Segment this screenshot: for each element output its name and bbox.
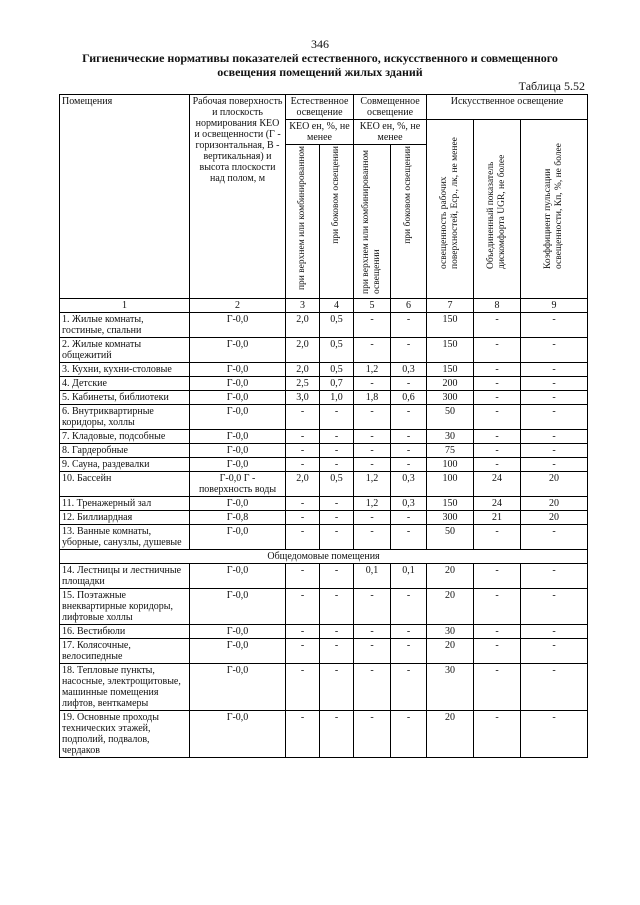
table-body: [60, 313, 588, 550]
value-cell: -: [521, 525, 588, 550]
value-cell: -: [391, 458, 427, 472]
table-row: [60, 625, 588, 639]
value-cell: -: [354, 405, 391, 430]
work-surface-cell: Г-0,0: [190, 525, 286, 550]
work-surface-cell: Г-0,0: [190, 313, 286, 338]
column-number-row: [60, 299, 588, 313]
value-cell: -: [286, 525, 320, 550]
value-cell: -: [354, 711, 391, 758]
value-cell: 20: [427, 639, 474, 664]
work-surface-cell: Г-0,0: [190, 377, 286, 391]
room-name-cell: 10. Бассейн: [60, 472, 190, 497]
header-combined: Совмещенное освещение: [354, 95, 427, 120]
room-name-cell: 17. Колясочные, велосипедные: [60, 639, 190, 664]
value-cell: -: [320, 405, 354, 430]
value-cell: -: [354, 589, 391, 625]
table-row: [60, 391, 588, 405]
norms-table: [59, 94, 588, 758]
value-cell: -: [521, 664, 588, 711]
section-header: [60, 550, 588, 564]
value-cell: 2,0: [286, 363, 320, 377]
table-row: [60, 711, 588, 758]
room-name-cell: 19. Основные проходы технических этажей, подполий, подвалов, чердаков: [60, 711, 190, 758]
value-cell: -: [474, 711, 521, 758]
table-row: [60, 338, 588, 363]
value-cell: 50: [427, 405, 474, 430]
value-cell: -: [521, 639, 588, 664]
col-number: 3: [286, 299, 320, 313]
value-cell: -: [391, 338, 427, 363]
value-cell: 20: [521, 472, 588, 497]
value-cell: -: [521, 338, 588, 363]
room-name-cell: 12. Биллиардная: [60, 511, 190, 525]
work-surface-cell: Г-0,0: [190, 564, 286, 589]
value-cell: 20: [521, 511, 588, 525]
value-cell: -: [320, 564, 354, 589]
header-illuminance-text: освещенность рабочих поверхностей, Еср., лк, не менее: [439, 137, 461, 269]
table-row: [60, 589, 588, 625]
value-cell: 0,5: [320, 313, 354, 338]
value-cell: -: [474, 664, 521, 711]
value-cell: -: [286, 497, 320, 511]
work-surface-cell: Г-0,0: [190, 497, 286, 511]
value-cell: -: [320, 430, 354, 444]
value-cell: -: [391, 664, 427, 711]
table-row: [60, 377, 588, 391]
header-artificial: Искусственное освещение: [427, 95, 588, 120]
value-cell: 0,6: [391, 391, 427, 405]
table-row: [60, 639, 588, 664]
work-surface-cell: Г-0,0: [190, 391, 286, 405]
header-side-lighting: [320, 145, 354, 299]
header-ugr-text: Объединенный показатель дискомфорта UGR, не более: [486, 154, 508, 269]
table-row: [60, 430, 588, 444]
value-cell: 20: [521, 497, 588, 511]
value-cell: -: [286, 625, 320, 639]
table-row: [60, 405, 588, 430]
header-top-lighting-text: при верхнем или комбинированном: [297, 146, 307, 291]
header-side-lighting-combined: [391, 145, 427, 299]
value-cell: -: [320, 589, 354, 625]
value-cell: -: [286, 444, 320, 458]
value-cell: -: [521, 313, 588, 338]
value-cell: 2,5: [286, 377, 320, 391]
value-cell: 100: [427, 472, 474, 497]
col-number: 7: [427, 299, 474, 313]
value-cell: -: [391, 525, 427, 550]
value-cell: 0,5: [320, 363, 354, 377]
value-cell: -: [391, 430, 427, 444]
room-name-cell: 16. Вестибюли: [60, 625, 190, 639]
table-row: [60, 363, 588, 377]
value-cell: 0,3: [391, 497, 427, 511]
value-cell: 30: [427, 430, 474, 444]
value-cell: -: [391, 511, 427, 525]
value-cell: -: [474, 405, 521, 430]
header-pulsation-text: Коэффициент пульсации освещенности, Кп, %, не более: [543, 143, 565, 269]
value-cell: 0,3: [391, 363, 427, 377]
value-cell: -: [391, 711, 427, 758]
value-cell: -: [286, 664, 320, 711]
value-cell: -: [474, 625, 521, 639]
value-cell: -: [286, 639, 320, 664]
value-cell: -: [521, 711, 588, 758]
value-cell: 30: [427, 664, 474, 711]
value-cell: 0,3: [391, 472, 427, 497]
room-name-cell: 6. Внутриквартирные коридоры, холлы: [60, 405, 190, 430]
value-cell: -: [286, 458, 320, 472]
header-room: Помещения: [60, 95, 190, 299]
work-surface-cell: Г-0,0: [190, 338, 286, 363]
value-cell: -: [391, 444, 427, 458]
header-illuminance: [427, 120, 474, 299]
header-side-lighting-combined-text: при боковом освещении: [403, 146, 414, 244]
value-cell: 24: [474, 472, 521, 497]
value-cell: -: [474, 525, 521, 550]
value-cell: 150: [427, 363, 474, 377]
header-top-lighting-combined-text: при верхнем или комбинированном освещении: [361, 149, 383, 294]
value-cell: -: [474, 639, 521, 664]
table-row: [60, 511, 588, 525]
value-cell: -: [391, 625, 427, 639]
room-name-cell: 5. Кабинеты, библиотеки: [60, 391, 190, 405]
value-cell: -: [391, 639, 427, 664]
value-cell: 0,1: [391, 564, 427, 589]
value-cell: -: [320, 525, 354, 550]
value-cell: -: [286, 589, 320, 625]
value-cell: -: [286, 564, 320, 589]
value-cell: 150: [427, 497, 474, 511]
room-name-cell: 8. Гардеробные: [60, 444, 190, 458]
value-cell: -: [354, 525, 391, 550]
value-cell: -: [286, 405, 320, 430]
value-cell: 20: [427, 564, 474, 589]
value-cell: -: [320, 458, 354, 472]
value-cell: -: [354, 313, 391, 338]
value-cell: -: [521, 444, 588, 458]
value-cell: 0,5: [320, 338, 354, 363]
room-name-cell: 9. Сауна, раздевалки: [60, 458, 190, 472]
header-top-lighting: [286, 145, 320, 299]
header-pulsation: [521, 120, 588, 299]
page-number: 346: [311, 37, 329, 51]
value-cell: 300: [427, 511, 474, 525]
room-name-cell: 13. Ванные комнаты, уборные, санузлы, душевые: [60, 525, 190, 550]
value-cell: -: [474, 377, 521, 391]
table-row: [60, 313, 588, 338]
col-number: 4: [320, 299, 354, 313]
value-cell: 30: [427, 625, 474, 639]
value-cell: 150: [427, 338, 474, 363]
value-cell: -: [320, 664, 354, 711]
value-cell: -: [391, 313, 427, 338]
value-cell: 24: [474, 497, 521, 511]
value-cell: -: [521, 391, 588, 405]
section-common-title: Общедомовые помещения: [60, 550, 588, 564]
value-cell: 150: [427, 313, 474, 338]
value-cell: -: [391, 377, 427, 391]
value-cell: -: [354, 338, 391, 363]
header-top-lighting-combined: [354, 145, 391, 299]
col-number: 6: [391, 299, 427, 313]
value-cell: -: [354, 625, 391, 639]
table-label: Таблица 5.52: [518, 79, 585, 93]
section-row: [60, 550, 588, 564]
value-cell: -: [320, 497, 354, 511]
header-natural: Естественное освещение: [286, 95, 354, 120]
value-cell: 2,0: [286, 313, 320, 338]
value-cell: -: [286, 511, 320, 525]
value-cell: -: [354, 458, 391, 472]
value-cell: -: [320, 625, 354, 639]
table-row: [60, 472, 588, 497]
work-surface-cell: Г-0,0: [190, 664, 286, 711]
value-cell: -: [474, 430, 521, 444]
header-ugr: [474, 120, 521, 299]
work-surface-cell: Г-0,0: [190, 363, 286, 377]
value-cell: -: [286, 711, 320, 758]
value-cell: 200: [427, 377, 474, 391]
value-cell: -: [320, 444, 354, 458]
header-work-surface: Рабочая поверхность и плоскость нормирования КЕО и освещенности (Г - горизонтальная, В - вертикальная) и высота плоскости над полом, м: [190, 95, 286, 299]
value-cell: -: [474, 391, 521, 405]
value-cell: -: [320, 511, 354, 525]
value-cell: -: [286, 430, 320, 444]
value-cell: -: [474, 564, 521, 589]
work-surface-cell: Г-0,0: [190, 430, 286, 444]
value-cell: 75: [427, 444, 474, 458]
value-cell: 0,7: [320, 377, 354, 391]
header-side-lighting-text: при боковом освещении: [331, 146, 341, 244]
work-surface-cell: Г-0,0: [190, 444, 286, 458]
value-cell: -: [474, 363, 521, 377]
value-cell: 1,2: [354, 497, 391, 511]
table-row: [60, 444, 588, 458]
value-cell: -: [474, 458, 521, 472]
value-cell: 2,0: [286, 338, 320, 363]
room-name-cell: 2. Жилые комнаты общежитий: [60, 338, 190, 363]
value-cell: -: [391, 405, 427, 430]
value-cell: -: [391, 589, 427, 625]
work-surface-cell: Г-0,0: [190, 405, 286, 430]
room-name-cell: 11. Тренажерный зал: [60, 497, 190, 511]
value-cell: -: [354, 664, 391, 711]
value-cell: 20: [427, 711, 474, 758]
table-row: [60, 664, 588, 711]
value-cell: 0,1: [354, 564, 391, 589]
value-cell: -: [521, 405, 588, 430]
header-combined-keo: КЕО ен, %, не менее: [354, 120, 427, 145]
value-cell: -: [521, 625, 588, 639]
work-surface-cell: Г-0,0: [190, 639, 286, 664]
work-surface-cell: Г-0,8: [190, 511, 286, 525]
work-surface-cell: Г-0,0: [190, 625, 286, 639]
value-cell: 1,8: [354, 391, 391, 405]
value-cell: 50: [427, 525, 474, 550]
room-name-cell: 18. Тепловые пункты, насосные, электрощитовые, машинные помещения лифтов, венткамеры: [60, 664, 190, 711]
value-cell: -: [354, 377, 391, 391]
value-cell: 300: [427, 391, 474, 405]
work-surface-cell: Г-0,0: [190, 458, 286, 472]
value-cell: -: [354, 511, 391, 525]
value-cell: -: [354, 444, 391, 458]
value-cell: -: [320, 711, 354, 758]
table-title: Гигиенические нормативы показателей естественного, искусственного и совмещенного освещения помещений жилых зданий: [82, 51, 558, 79]
table-row: [60, 564, 588, 589]
value-cell: -: [521, 363, 588, 377]
value-cell: -: [521, 377, 588, 391]
value-cell: 3,0: [286, 391, 320, 405]
room-name-cell: 7. Кладовые, подсобные: [60, 430, 190, 444]
value-cell: 2,0: [286, 472, 320, 497]
value-cell: 1,2: [354, 363, 391, 377]
table-body-common: [60, 564, 588, 758]
value-cell: 21: [474, 511, 521, 525]
room-name-cell: 15. Поэтажные внеквартирные коридоры, лифтовые холлы: [60, 589, 190, 625]
header-natural-keo: КЕО ен, %, не менее: [286, 120, 354, 145]
work-surface-cell: Г-0,0 Г - поверхность воды: [190, 472, 286, 497]
col-number: 5: [354, 299, 391, 313]
value-cell: -: [474, 338, 521, 363]
room-name-cell: 14. Лестницы и лестничные площадки: [60, 564, 190, 589]
value-cell: -: [521, 564, 588, 589]
value-cell: -: [521, 589, 588, 625]
value-cell: 100: [427, 458, 474, 472]
room-name-cell: 3. Кухни, кухни-столовые: [60, 363, 190, 377]
value-cell: -: [320, 639, 354, 664]
value-cell: 1,0: [320, 391, 354, 405]
col-number: 1: [60, 299, 190, 313]
value-cell: 0,5: [320, 472, 354, 497]
value-cell: -: [521, 458, 588, 472]
table-row: [60, 497, 588, 511]
work-surface-cell: Г-0,0: [190, 589, 286, 625]
col-number: 8: [474, 299, 521, 313]
col-number: 9: [521, 299, 588, 313]
value-cell: -: [474, 589, 521, 625]
value-cell: -: [354, 639, 391, 664]
room-name-cell: 4. Детские: [60, 377, 190, 391]
col-number: 2: [190, 299, 286, 313]
table-row: [60, 458, 588, 472]
room-name-cell: 1. Жилые комнаты, гостиные, спальни: [60, 313, 190, 338]
table-row: [60, 525, 588, 550]
value-cell: -: [521, 430, 588, 444]
header-row-1: [60, 95, 588, 120]
value-cell: -: [474, 444, 521, 458]
value-cell: 1,2: [354, 472, 391, 497]
value-cell: -: [354, 430, 391, 444]
value-cell: 20: [427, 589, 474, 625]
work-surface-cell: Г-0,0: [190, 711, 286, 758]
value-cell: -: [474, 313, 521, 338]
